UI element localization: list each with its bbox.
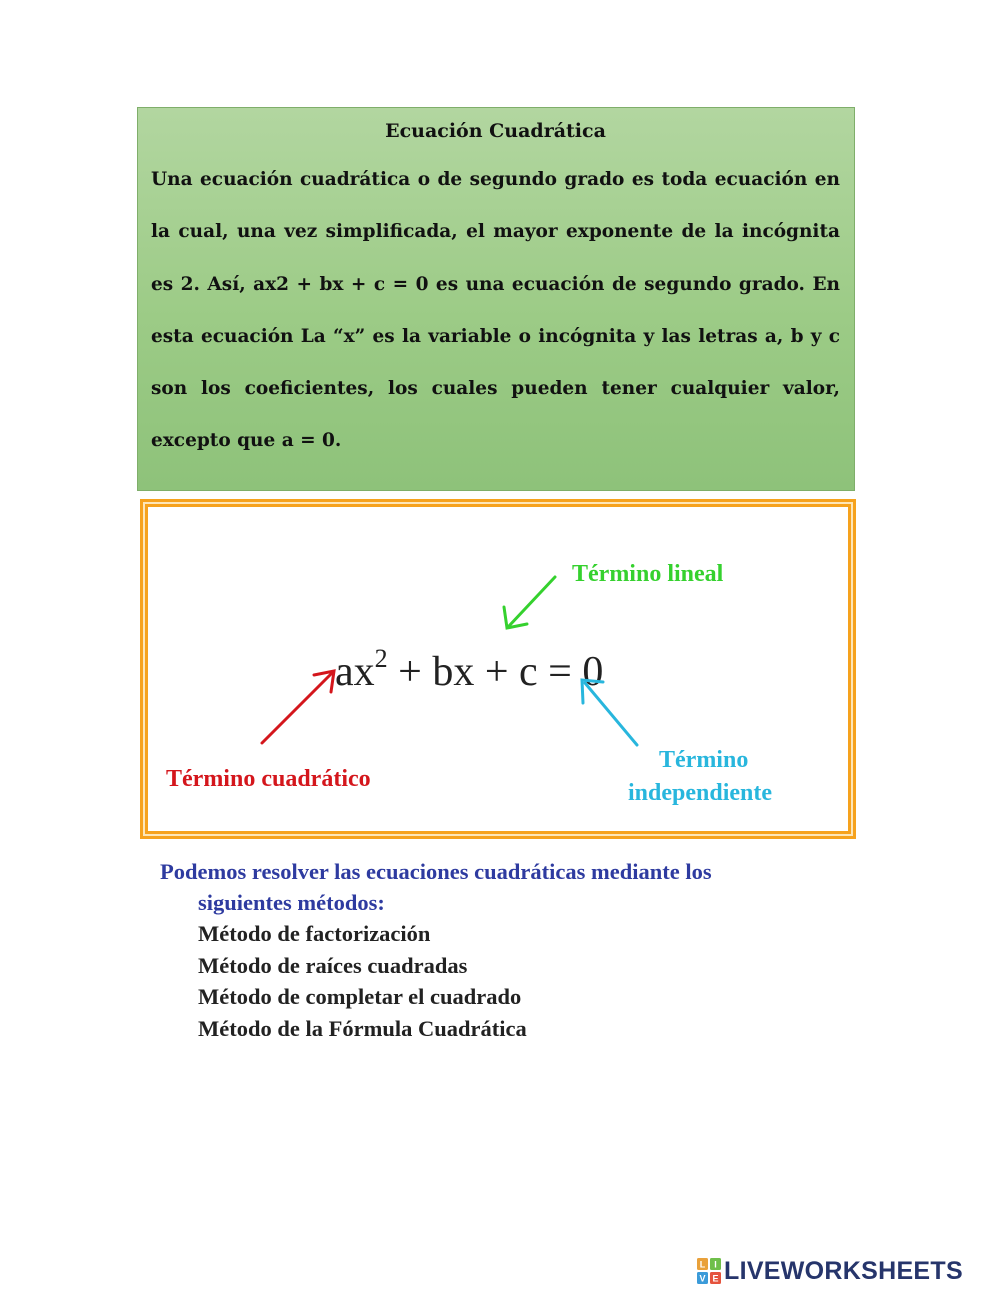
definition-paragraph xyxy=(151,154,840,468)
logo-text: LIVEWORKSHEETS xyxy=(724,1256,963,1285)
definition-title: Ecuación Cuadrática xyxy=(385,120,606,142)
liveworksheets-logo xyxy=(697,1256,963,1286)
svg-text:I: I xyxy=(714,1259,717,1270)
definition-line: incógnita es 2. Así, ax2 + bx + c = 0 es una ecuación de segundo xyxy=(151,221,840,295)
definition-line: en la cual, una vez simplificada, el mayor exponente de la xyxy=(151,169,840,243)
methods-list xyxy=(160,918,860,1044)
svg-text:L: L xyxy=(699,1259,706,1270)
label-independent-term-1: Término xyxy=(659,747,749,773)
list-item: Método de factorización xyxy=(198,921,431,946)
label-quadratic-term: Término cuadrático xyxy=(166,766,371,792)
arrow-quadratic-icon xyxy=(262,671,334,743)
methods-section xyxy=(160,856,860,1044)
logo-blocks-icon xyxy=(697,1258,721,1284)
equation-diagram xyxy=(148,507,848,831)
list-item: Método de raíces cuadradas xyxy=(198,952,468,978)
definition-box xyxy=(137,107,855,491)
equation-ax: ax xyxy=(335,649,375,695)
definition-line: cualquier valor, excepto que a = 0. xyxy=(151,378,840,452)
definition-line: letras a, b y c son los coeficientes, los cuales pueden tener xyxy=(151,325,841,400)
methods-intro: Podemos resolver las ecuaciones cuadráticas mediante los xyxy=(160,859,712,884)
arrow-independent-icon xyxy=(582,680,637,745)
label-linear-term: Término lineal xyxy=(572,561,724,587)
equation xyxy=(335,644,603,695)
list-item: Método de la Fórmula Cuadrática xyxy=(198,1015,527,1041)
equation-diagram-frame xyxy=(140,499,856,839)
equation-exponent: 2 xyxy=(374,644,388,673)
definition-line: grado. En esta ecuación La “x” es la variable o incógnita y las xyxy=(151,273,841,347)
list-item: Método de completar el cuadrado xyxy=(198,984,522,1009)
definition-line: Una ecuación cuadrática o de segundo grado es toda ecuación xyxy=(151,169,808,190)
arrow-linear-icon xyxy=(504,577,555,628)
methods-intro-continued: siguientes métodos: xyxy=(198,890,385,915)
equation-rest: + bx + c = 0 xyxy=(387,649,604,695)
svg-text:V: V xyxy=(699,1273,706,1284)
svg-text:E: E xyxy=(712,1273,719,1284)
label-independent-term-2: independiente xyxy=(628,780,773,806)
